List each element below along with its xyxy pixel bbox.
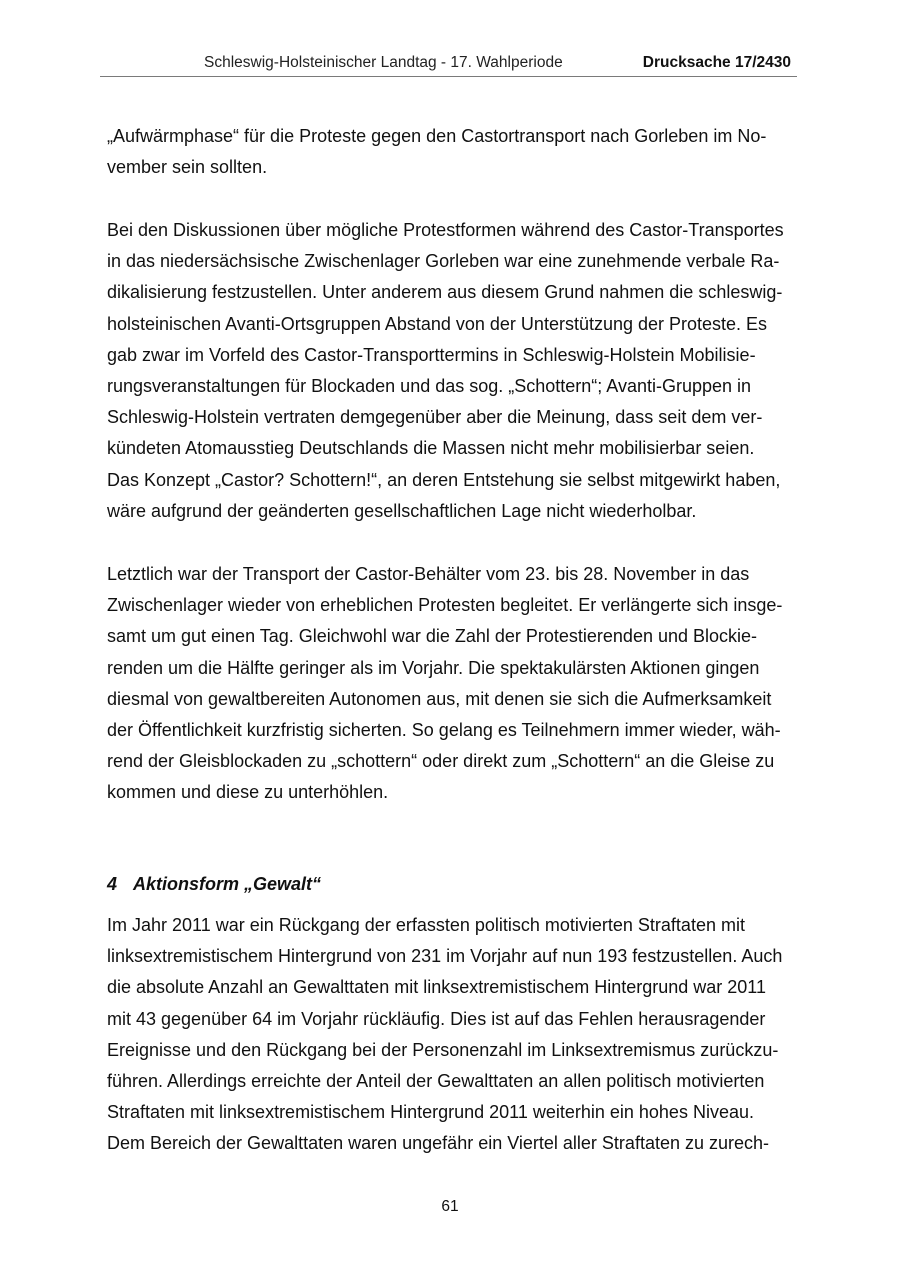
text-line: samt um gut einen Tag. Gleichwohl war die Zahl der Protestierenden und Blockie- [107,626,758,647]
paragraph-1 [107,121,766,183]
text-line: Letztlich war der Transport der Castor-Behälter vom 23. bis 28. November in das [107,564,750,584]
text-line: die absolute Anzahl an Gewalttaten mit linksextremistischem Hintergrund war 2011 [107,977,766,998]
text-line: gab zwar im Vorfeld des Castor-Transporttermins in Schleswig-Holstein Mobilisie- [107,344,756,365]
text-line: führen. Allerdings erreichte der Anteil der Gewalttaten an allen politisch motivierten [107,1071,765,1092]
document-number: Drucksache 17/2430 [642,54,791,71]
paragraph-3 [107,559,782,809]
page-header [100,52,797,77]
text-line: rend der Gleisblockaden zu „schottern“ oder direkt zum „Schottern“ an die Gleise zu [107,751,775,772]
text-line: holsteinischen Avanti-Ortsgruppen Abstand von der Unterstützung der Proteste. Es [107,313,768,334]
page-number: 61 [441,1198,459,1215]
text-line: Bei den Diskussionen über mögliche Protestformen während des Castor-Transportes [107,220,784,240]
text-line: dikalisierung festzustellen. Unter anderem aus diesem Grund nahmen die schleswig- [107,282,783,303]
text-line: vember sein sollten. [107,157,268,178]
text-line: Das Konzept „Castor? Schottern!“, an deren Entstehung sie selbst mitgewirkt haben, [107,469,781,490]
text-line: in das niedersächsische Zwischenlager Gorleben war eine zunehmende verbale Ra- [107,251,780,272]
text-line: diesmal von gewaltbereiten Autonomen aus, mit denen sie sich die Aufmerksamkeit [107,688,772,709]
text-line: Schleswig-Holstein vertraten demgegenüber aber die Meinung, dass seit dem ver- [107,407,763,428]
text-line: wäre aufgrund der geänderten gesellschaftlichen Lage nicht wiederholbar. [107,500,697,521]
paragraph-2 [107,215,784,527]
text-line: Dem Bereich der Gewalttaten waren ungefähr ein Viertel aller Straftaten zu zurech- [107,1133,770,1154]
text-line: Im Jahr 2011 war ein Rückgang der erfassten politisch motivierten Straftaten mit [107,915,745,935]
text-line: Ereignisse und den Rückgang bei der Personenzahl im Linksextremismus zurückzu- [107,1039,779,1060]
section-number: 4 [107,874,118,894]
text-line: Zwischenlager wieder von erheblichen Protesten begleitet. Er verlängerte sich insge- [107,595,783,616]
text-line: kommen und diese zu unterhöhlen. [107,782,389,803]
text-line: der Öffentlichkeit kurzfristig sicherten. So gelang es Teilnehmern immer wieder, wäh- [107,720,781,741]
text-line: „Aufwärmphase“ für die Proteste gegen den Castortransport nach Gorleben im No- [107,126,767,146]
section-paragraph [107,910,782,1160]
text-line: kündeten Atomausstieg Deutschlands die Massen nicht mehr mobilisierbar seien. [107,438,755,459]
text-line: rungsveranstaltungen für Blockaden und das sog. „Schottern“; Avanti-Gruppen in [107,376,752,397]
text-line: linksextremistischem Hintergrund von 231 im Vorjahr auf nun 193 festzustellen. Auch [107,946,783,967]
text-line: Straftaten mit linksextremistischem Hintergrund 2011 weiterhin ein hohes Niveau. [107,1102,754,1123]
section-title: Aktionsform „Gewalt“ [133,874,322,894]
section-heading [107,874,321,895]
header-title: Schleswig-Holsteinischer Landtag - 17. Wahlperiode [204,54,563,71]
text-line: renden um die Hälfte geringer als im Vorjahr. Die spektakulärsten Aktionen gingen [107,657,760,678]
text-line: mit 43 gegenüber 64 im Vorjahr rückläufig. Dies ist auf das Fehlen herausragender [107,1008,766,1029]
